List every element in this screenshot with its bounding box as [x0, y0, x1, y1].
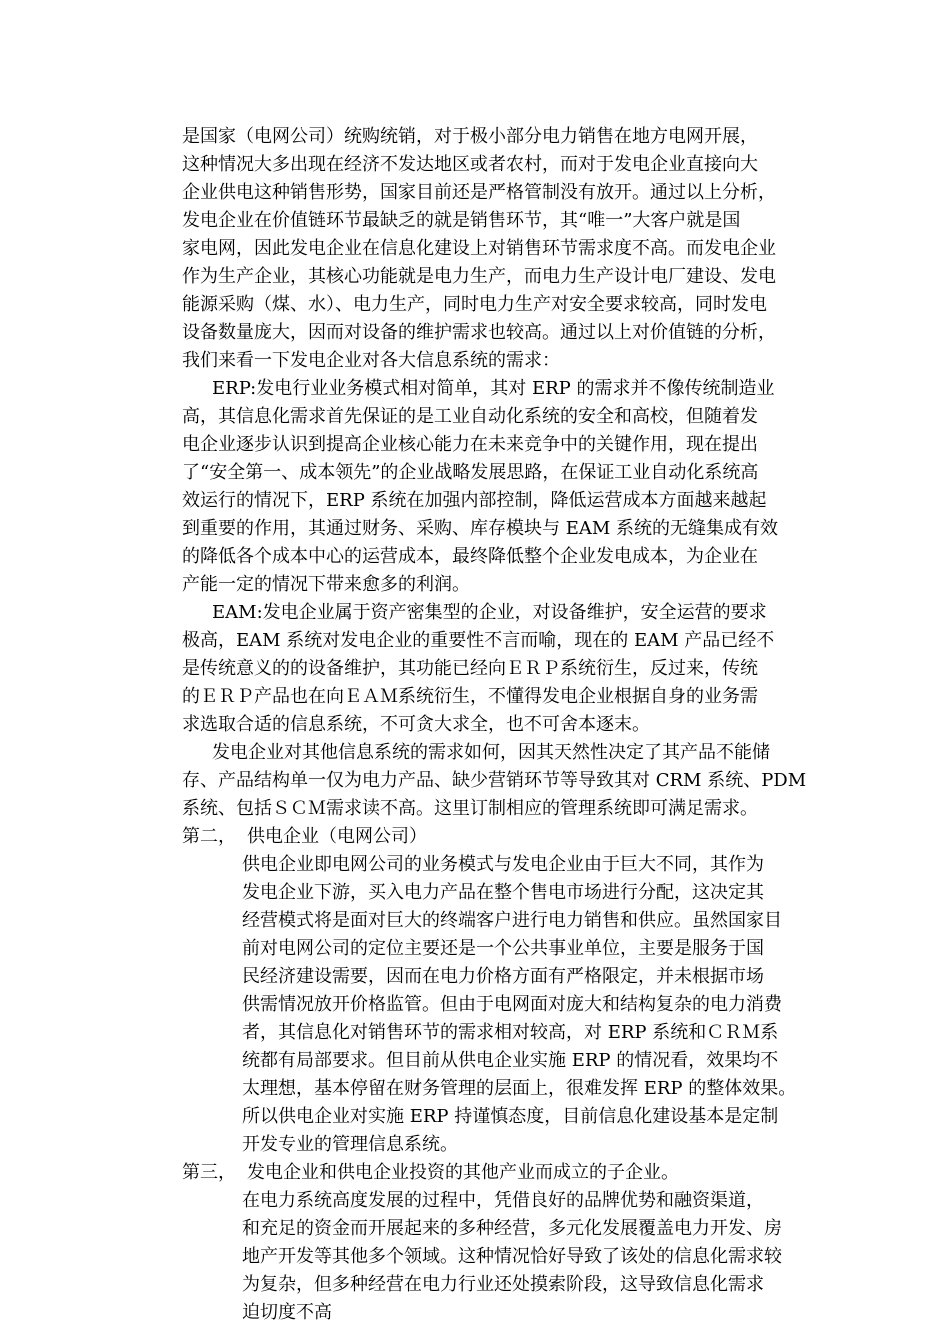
- paragraph-line: 企业供电这种销售形势，国家目前还是严格管制没有放开。通过以上分析，: [182, 182, 776, 203]
- paragraph-line: 统都有局部要求。但目前从供电企业实施 ERP 的情况看，效果均不: [242, 1050, 779, 1071]
- section-3-label: 第三，: [182, 1162, 236, 1183]
- paragraph-line: 这种情况大多出现在经济不发达地区或者农村，而对于发电企业直接向大: [182, 154, 758, 175]
- section-2-label: 第二，: [182, 826, 236, 847]
- paragraph-line: 我们来看一下发电企业对各大信息系统的需求：: [182, 350, 560, 371]
- paragraph-line: 地产开发等其他多个领域。这种情况恰好导致了该处的信息化需求较: [242, 1246, 782, 1267]
- paragraph-line: 发电企业下游，买入电力产品在整个售电市场进行分配，这决定其: [242, 882, 764, 903]
- paragraph-line: 的ＥＲＰ产品也在向ＥＡＭ系统衍生，不懂得发电企业根据自身的业务需: [182, 686, 758, 707]
- paragraph-line: 迫切度不高: [242, 1302, 332, 1323]
- paragraph-line: 者，其信息化对销售环节的需求相对较高，对 ERP 系统和ＣＲＭ系: [242, 1022, 779, 1043]
- paragraph-line: 的降低各个成本中心的运营成本，最终降低整个企业发电成本，为企业在: [182, 546, 758, 567]
- paragraph-line: EAM:发电企业属于资产密集型的企业，对设备维护，安全运营的要求: [212, 602, 767, 623]
- paragraph-line: 和充足的资金而开展起来的多种经营，多元化发展覆盖电力开发、房: [242, 1218, 782, 1239]
- section-2-title: 供电企业（电网公司）: [247, 826, 427, 847]
- paragraph-line: 存、产品结构单一仅为电力产品、缺少营销环节等导致其对 CRM 系统、PDM: [182, 770, 807, 791]
- paragraph-line: 是国家（电网公司）统购统销，对于极小部分电力销售在地方电网开展，: [182, 126, 758, 147]
- paragraph-line: 设备数量庞大，因而对设备的维护需求也较高。通过以上对价值链的分析，: [182, 322, 776, 343]
- paragraph-line: 太理想，基本停留在财务管理的层面上，很难发挥 ERP 的整体效果。: [242, 1078, 797, 1099]
- paragraph-line: 求选取合适的信息系统，不可贪大求全，也不可舍本逐末。: [182, 714, 650, 735]
- paragraph-line: 供需情况放开价格监管。但由于电网面对庞大和结构复杂的电力消费: [242, 994, 782, 1015]
- paragraph-line: 极高，EAM 系统对发电企业的重要性不言而喻，现在的 EAM 产品已经不: [182, 630, 775, 651]
- paragraph-line: 了“安全第一、成本领先”的企业战略发展思路，在保证工业自动化系统高: [182, 462, 759, 483]
- paragraph-line: 前对电网公司的定位主要还是一个公共事业单位，主要是服务于国: [242, 938, 764, 959]
- paragraph-line: 发电企业在价值链环节最缺乏的就是销售环节，其“唯一”大客户就是国: [182, 210, 741, 231]
- paragraph-line: 能源采购（煤、水）、电力生产，同时电力生产对安全要求较高，同时发电: [182, 294, 767, 315]
- paragraph-line: 供电企业即电网公司的业务模式与发电企业由于巨大不同，其作为: [242, 854, 764, 875]
- paragraph-line: ERP:发电行业业务模式相对简单，其对 ERP 的需求并不像传统制造业: [212, 378, 775, 399]
- paragraph-line: 发电企业对其他信息系统的需求如何，因其天然性决定了其产品不能储: [212, 742, 770, 763]
- paragraph-line: 民经济建设需要，因而在电力价格方面有严格限定，并未根据市场: [242, 966, 764, 987]
- paragraph-line: 高，其信息化需求首先保证的是工业自动化系统的安全和高校，但随着发: [182, 406, 758, 427]
- paragraph-line: 为复杂，但多种经营在电力行业还处摸索阶段，这导致信息化需求: [242, 1274, 764, 1295]
- paragraph-line: 家电网，因此发电企业在信息化建设上对销售环节需求度不高。而发电企业: [182, 238, 776, 259]
- paragraph-line: 效运行的情况下，ERP 系统在加强内部控制，降低运营成本方面越来越起: [182, 490, 767, 511]
- paragraph-line: 是传统意义的的设备维护，其功能已经向ＥＲＰ系统衍生，反过来，传统: [182, 658, 758, 679]
- paragraph-line: 到重要的作用，其通过财务、采购、库存模块与 EAM 系统的无缝集成有效: [182, 518, 779, 539]
- paragraph-line: 在电力系统高度发展的过程中，凭借良好的品牌优势和融资渠道，: [242, 1190, 764, 1211]
- paragraph-line: 经营模式将是面对巨大的终端客户进行电力销售和供应。虽然国家目: [242, 910, 782, 931]
- paragraph-line: 电企业逐步认识到提高企业核心能力在未来竞争中的关键作用，现在提出: [182, 434, 758, 455]
- paragraph-line: 所以供电企业对实施 ERP 持谨慎态度，目前信息化建设基本是定制: [242, 1106, 779, 1127]
- paragraph-line: 作为生产企业，其核心功能就是电力生产，而电力生产设计电厂建设、发电: [182, 266, 776, 287]
- paragraph-line: 系统、包括ＳＣＭ需求读不高。这里订制相应的管理系统即可满足需求。: [182, 798, 758, 819]
- paragraph-line: 产能一定的情况下带来愈多的利润。: [182, 574, 470, 595]
- paragraph-line: 开发专业的管理信息系统。: [242, 1134, 458, 1155]
- section-3-title: 发电企业和供电企业投资的其他产业而成立的子企业。: [247, 1162, 679, 1183]
